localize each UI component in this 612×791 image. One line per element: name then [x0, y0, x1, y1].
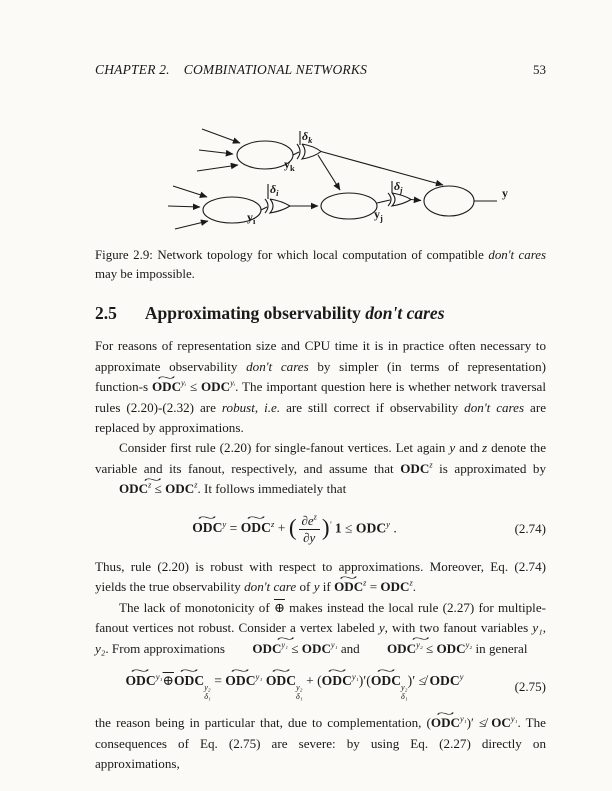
xor-gate-k	[297, 144, 321, 159]
page-number: 53	[533, 62, 546, 77]
input-arrow	[168, 206, 200, 207]
equation-body: ODC ~$^{y_1}$⊕ODC ~ y₂ δ₁ = ODC ~$^{y_1}$ ODC ~ y₂ δ₁ + (ODC ~$^{y_1}$)′(ODC ~ y₂ δ₁ )′ ≰ ODC$^y$	[95, 673, 494, 701]
paragraph-2: Consider first rule (2.20) for single-fanout vertices. Let again y and z denote the variable and its fanout, respectively, and assume that ODC$^z$ is approximated by ODC ~$^z$ ≤ $ODC^z$. It follows immediately that	[95, 438, 546, 499]
section-heading	[95, 303, 546, 324]
running-header	[95, 62, 546, 78]
figure-caption: Figure 2.9: Network topology for which local computation of compatible don't cares may be impossible.	[95, 248, 546, 281]
section-title: Approximating observability don't cares	[144, 303, 445, 324]
paragraph-1: For reasons of representation size and CPU time it is in practice often necessary to approximate observability don't cares by simpler (in terms of representation) function-s ODC ~$^{yᵢ}$ ≤ $ODC^{yᵢ}$. The important question here is whether network traversal rules (2.20)-(2.32) are robust, i.e. are still correct if observability don't cares are replaced by approximations.	[95, 336, 546, 438]
label-delta-i: $\delta_i$	[270, 182, 279, 198]
edge	[261, 207, 267, 210]
chapter-header	[95, 62, 367, 78]
equation-number: (2.75)	[514, 679, 546, 695]
paragraph-5: the reason being in particular that, due to complementation, (ODC ~$^{y_1}$)′ ≰ $OC^{y_1}$. The consequences of Eq. (2.75) are severe: by using Eq. (2.27) directly on approximations,	[95, 713, 546, 774]
input-arrow	[197, 165, 238, 171]
node-j	[321, 193, 377, 219]
input-arrow	[202, 129, 240, 143]
label-yj: $y_j$	[374, 207, 383, 223]
input-arrow	[199, 150, 233, 154]
edge-j-to-out	[411, 200, 421, 201]
edge-k-to-j	[318, 155, 340, 190]
paragraph-3: Thus, rule (2.20) is robust with respect to approximations. Moreover, Eq. (2.74) yields the true observability don't care of y if ODC ~$^z$ = $ODC^z$.	[95, 557, 546, 598]
equation-body: ODC ~$^y$ = ODC ~$^z$ + ( $\frac{\partial e^z}{\partial y}$ )′ $1 \le ODC^y$ .	[95, 514, 494, 545]
section-number: 2.5	[95, 303, 117, 324]
chapter-label: CHAPTER 2.	[95, 62, 170, 77]
input-arrow	[173, 186, 207, 197]
figure-2-9	[0, 108, 612, 240]
input-arrow	[175, 221, 208, 229]
network-graph	[168, 129, 497, 229]
edge-k-to-out	[321, 152, 443, 186]
label-delta-j: $\delta_j$	[394, 179, 403, 195]
label-delta-k: $\delta_k$	[302, 129, 313, 145]
label-yi: $y_i$	[247, 210, 256, 226]
equation-2-75	[95, 673, 546, 701]
label-y-output: y	[502, 186, 508, 200]
xor-gate-i	[265, 199, 290, 213]
chapter-title: COMBINATIONAL NETWORKS	[183, 62, 368, 77]
network-topology-diagram	[0, 108, 612, 240]
label-yk: $y_k$	[284, 157, 295, 173]
equation-number: (2.74)	[514, 521, 546, 537]
paragraph-4: The lack of monotonicity of ⊕ makes instead the local rule (2.27) for multiple-fanout vertices not robust. Consider a vertex labeled y, with two fanout variables y₁, y₂. From approximations ODC ~$^{y_1}$ ≤ $ODC^{y_1}$ and ODC ~$^{y_2}$ ≤ $ODC^{y_2}$ in general	[95, 598, 546, 659]
edge	[293, 152, 299, 155]
edge	[377, 200, 390, 203]
node-out	[424, 186, 474, 216]
equation-2-74	[95, 514, 546, 545]
